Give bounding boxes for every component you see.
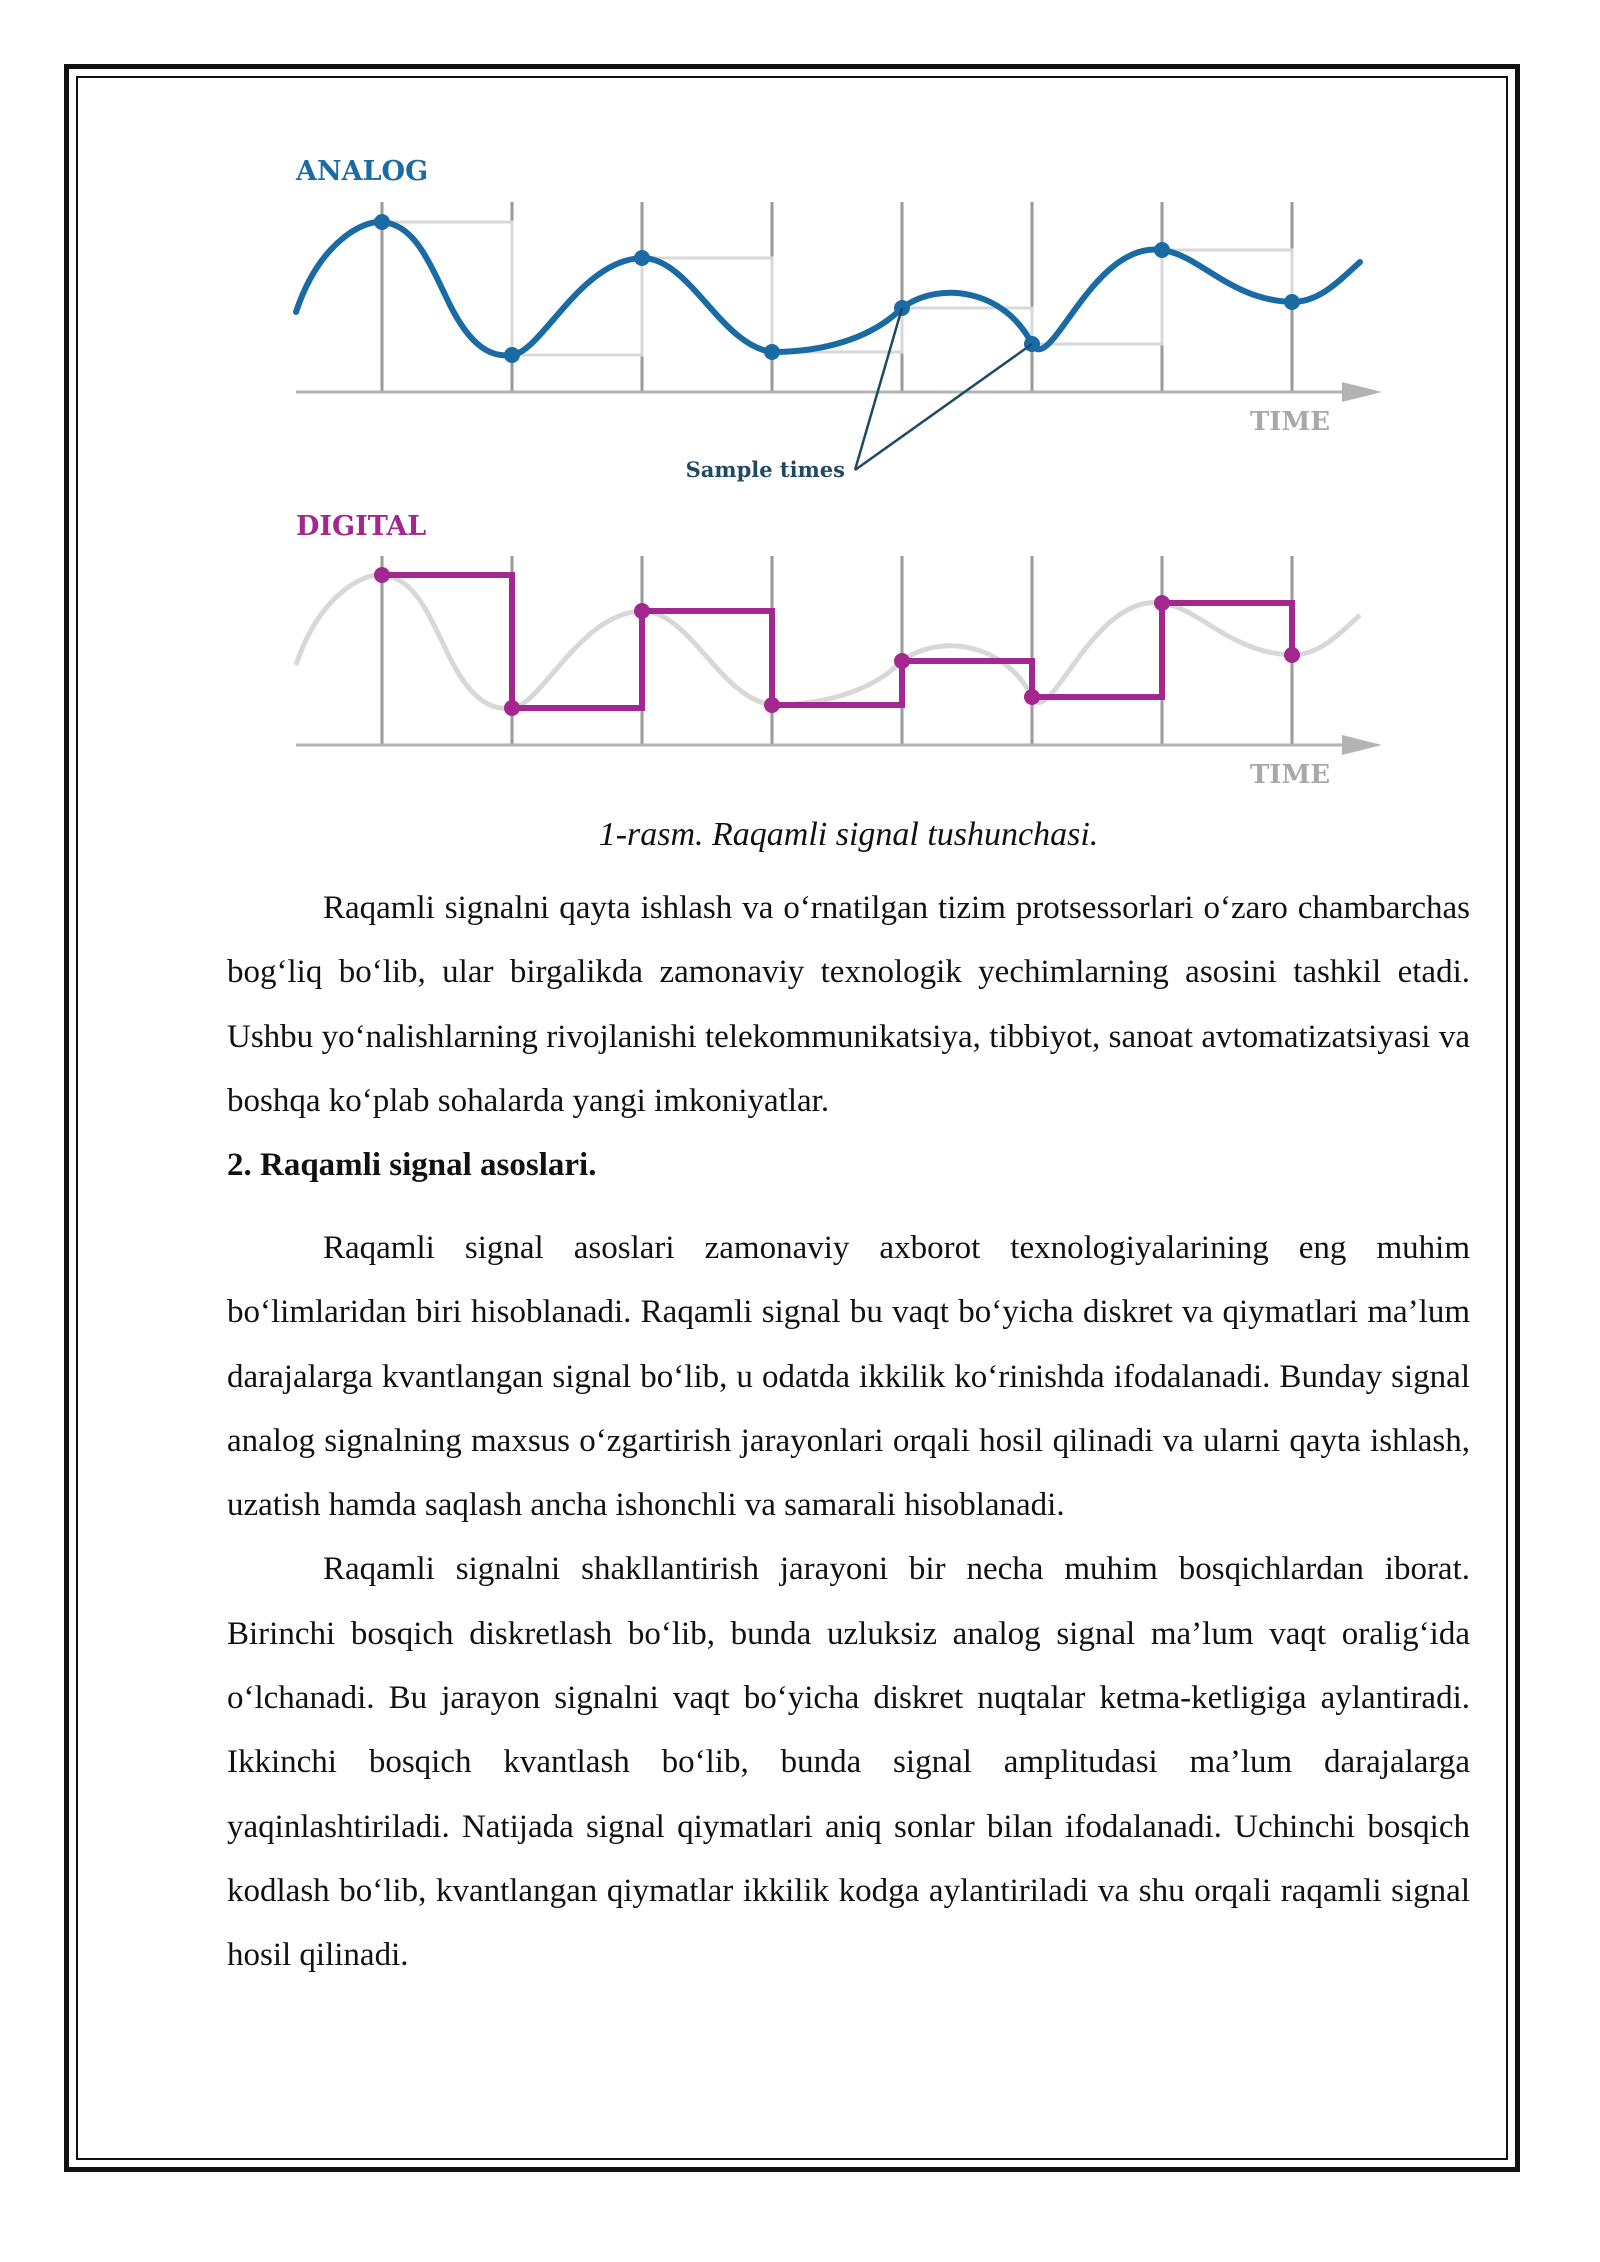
body-text-section-2	[227, 1216, 1470, 1988]
analog-sample-point	[1154, 242, 1170, 258]
digital-sample-point	[1284, 647, 1300, 663]
digital-signal-steps	[382, 575, 1292, 708]
digital-sample-point	[764, 697, 780, 713]
body-text	[227, 876, 1470, 1197]
digital-gridlines	[382, 556, 1292, 745]
analog-digital-figure	[280, 140, 1420, 800]
analog-sample-point	[634, 250, 650, 266]
paragraph-formation: Raqamli signalni shakllantirish jarayoni bir necha muhim bosqichlardan iborat. Birinchi bosqich diskretlash bo‘lib, bunda uzluksiz analog signal ma’lum vaqt oralig‘ida o‘lchanadi. Bu jarayon signalni vaqt bo‘yicha diskret nuqtalar ketma-ketligiga aylantiradi. Ikkinchi bosqich kvantlash bo‘lib, bunda signal amplitudasi ma’lum darajalarga yaqinlashtiriladi. Natijada signal qiymatlari aniq sonlar bilan ifodalanadi. Uchinchi bosqich kodlash bo‘lib, kvantlangan qiymatlar ikkilik kodga aylantiriladi va shu orqali raqamli signal hosil qilinadi.	[227, 1551, 1470, 1974]
digital-sample-point	[1154, 595, 1170, 611]
analog-signal-curve	[296, 222, 1360, 356]
digital-sample-point	[894, 653, 910, 669]
digital-sample-point	[504, 700, 520, 716]
time-label-top: TIME	[1249, 407, 1331, 437]
analog-axis-arrow	[1342, 382, 1382, 402]
time-label-bottom: TIME	[1249, 760, 1331, 790]
analog-sample-point	[1284, 294, 1300, 310]
analog-ghost-steps	[382, 222, 1292, 355]
digital-sample-point	[1024, 689, 1040, 705]
analog-gridlines	[382, 202, 1292, 392]
section-heading: 2. Raqamli signal asoslari.	[227, 1147, 597, 1184]
analog-sample-point	[504, 347, 520, 363]
figure-caption: 1-rasm. Raqamli signal tushunchasi.	[598, 816, 1099, 853]
digital-axis-arrow	[1342, 735, 1382, 755]
analog-label: ANALOG	[296, 156, 429, 187]
paragraph-basics: Raqamli signal asoslari zamonaviy axborot texnologiyalarining eng muhim bo‘limlaridan biri hisoblanadi. Raqamli signal bu vaqt bo‘yicha diskret va qiymatlari ma’lum darajalarga kvantlangan signal bo‘lib, u odatda ikkilik ko‘rinishda ifodalanadi. Bunday signal analog signalning maxsus o‘zgartirish jarayonlari orqali hosil qilinadi va ularni qayta ishlash, uzatish hamda saqlash ancha ishonchli va samarali hisoblanadi.	[227, 1230, 1470, 1524]
digital-sample-point	[634, 603, 650, 619]
signal-diagram	[280, 140, 1420, 800]
digital-ghost-curve	[296, 575, 1360, 709]
analog-sample-point	[764, 344, 780, 360]
sample-times-pointer	[855, 308, 1032, 470]
paragraph-intro: Raqamli signalni qayta ishlash va o‘rnatilgan tizim protsessorlari o‘zaro chambarchas bog‘liq bo‘lib, ular birgalikda zamonaviy texnologik yechimlarning asosini tashkil etadi. Ushbu yo‘nalishlarning rivojlanishi telekommunikatsiya, tibbiyot, sanoat avtomatizatsiyasi va boshqa ko‘plab sohalarda yangi imkoniyatlar.	[227, 890, 1470, 1119]
digital-label: DIGITAL	[296, 511, 427, 542]
analog-sample-point	[374, 214, 390, 230]
sample-times-label: Sample times	[685, 457, 845, 482]
digital-sample-point	[374, 567, 390, 583]
